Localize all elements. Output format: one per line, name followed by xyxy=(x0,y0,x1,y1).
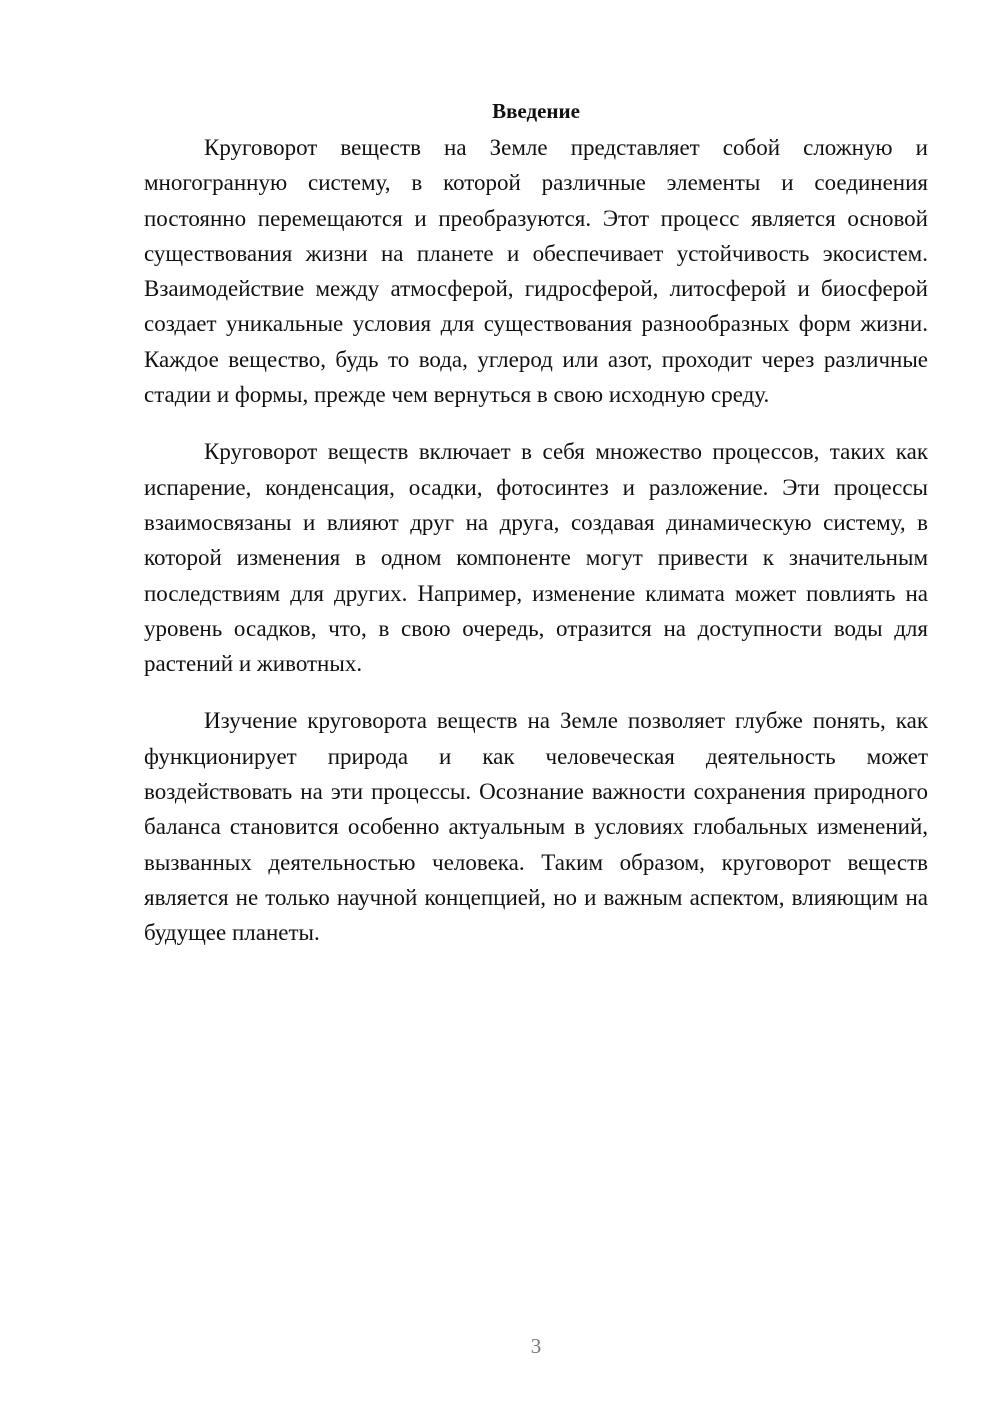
paragraph-3: Изучение круговорота веществ на Земле позволяет глубже понять, как функционирует природа и как человеческая деятельность может воздействовать на эти процессы. Осознание важности сохранения природного баланса становится особенно актуальным в условиях глобальных изменений, вызванных деятельностью человека. Таким образом, круговорот веществ является не только научной концепцией, но и важным аспектом, влияющим на будущее планеты. xyxy=(144,708,928,946)
page-number: 3 xyxy=(530,1334,542,1358)
page-content xyxy=(144,96,928,973)
paragraph-2: Круговорот веществ включает в себя множество процессов, таких как испарение, конденсация, осадки, фотосинтез и разложение. Эти процессы взаимосвязаны и влияют друг на друга, создавая динамическую систему, в которой изменения в одном компоненте могут привести к значительным последствиям для других. Например, изменение климата может повлиять на уровень осадков, что, в свою очередь, отразится на доступности воды для растений и животных. xyxy=(144,439,928,677)
section-heading: Введение xyxy=(492,99,580,123)
paragraph-1: Круговорот веществ на Земле представляет собой сложную и многогранную систему, в которой различные элементы и соединения постоянно перемещаются и преобразуются. Этот процесс является основой существования жизни на планете и обеспечивает устойчивость экосистем. Взаимодействие между атмосферой, гидросферой, литосферой и биосферой создает уникальные условия для существования разнообразных форм жизни. Каждое вещество, будь то вода, углерод или азот, проходит через различные стадии и формы, прежде чем вернуться в свою исходную среду. xyxy=(144,135,928,408)
